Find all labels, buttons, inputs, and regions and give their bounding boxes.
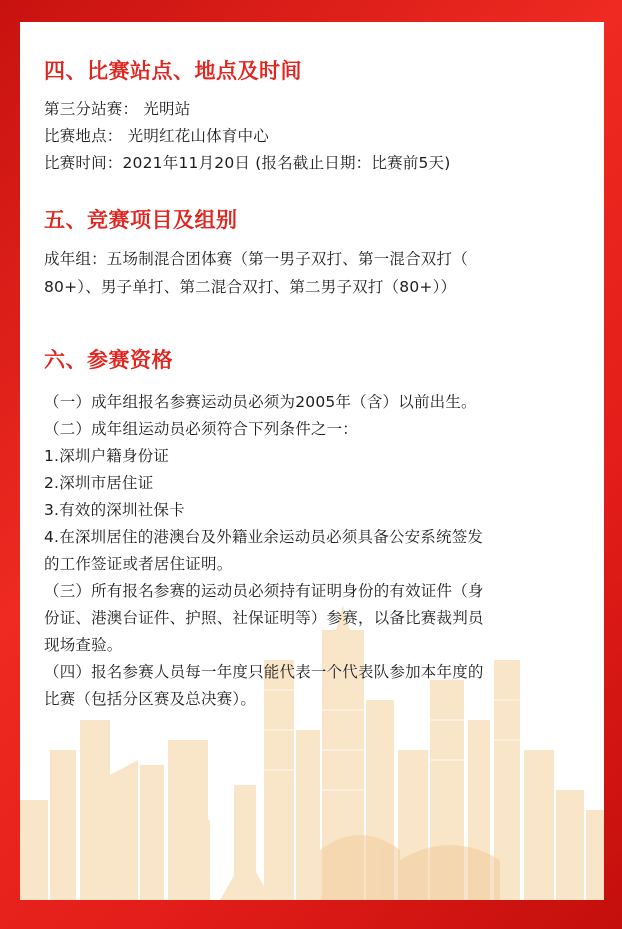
section-6-line: 现场查验。 <box>44 636 123 654</box>
section-5-line: 80+）、男子单打、第二混合双打、第二男子双打（80+）） <box>44 278 457 296</box>
section-4-line: 比赛地点： 光明红花山体育中心 <box>44 127 269 145</box>
section-6-line: 2.深圳市居住证 <box>44 474 154 492</box>
section-4-line: 第三分站赛： 光明站 <box>44 100 191 118</box>
section-4-heading: 四、比赛站点、地点及时间 <box>44 59 302 83</box>
section-5-line: 成年组：五场制混合团体赛（第一男子双打、第一混合双打（ <box>44 250 468 268</box>
section-6-line: 1.深圳户籍身份证 <box>44 447 170 465</box>
section-4-line: 比赛时间：2021年11月20日 (报名截止日期：比赛前5天) <box>44 154 451 172</box>
section-6-line: （二）成年组运动员必须符合下列条件之一： <box>44 420 359 438</box>
section-5-heading: 五、竞赛项目及组别 <box>44 208 238 232</box>
section-6-line: 4.在深圳居住的港澳台及外籍业余运动员必须具备公安系统签发 <box>44 528 484 546</box>
section-6-line: 比赛（包括分区赛及总决赛）。 <box>44 690 257 708</box>
section-6-line: （一）成年组报名参赛运动员必须为2005年（含）以前出生。 <box>44 393 477 411</box>
section-6-heading: 六、参赛资格 <box>44 348 173 372</box>
content-panel <box>20 22 604 900</box>
section-6-line: （四）报名参赛人员每一年度只能代表一个代表队参加本年度的 <box>44 663 484 681</box>
section-6-line: （三）所有报名参赛的运动员必须持有证明身份的有效证件（身 <box>44 582 484 600</box>
section-6-line: 份证、港澳台证件、护照、社保证明等）参赛，以备比赛裁判员 <box>44 609 484 627</box>
section-6-line: 的工作签证或者居住证明。 <box>44 555 233 573</box>
section-6-line: 3.有效的深圳社保卡 <box>44 501 185 519</box>
